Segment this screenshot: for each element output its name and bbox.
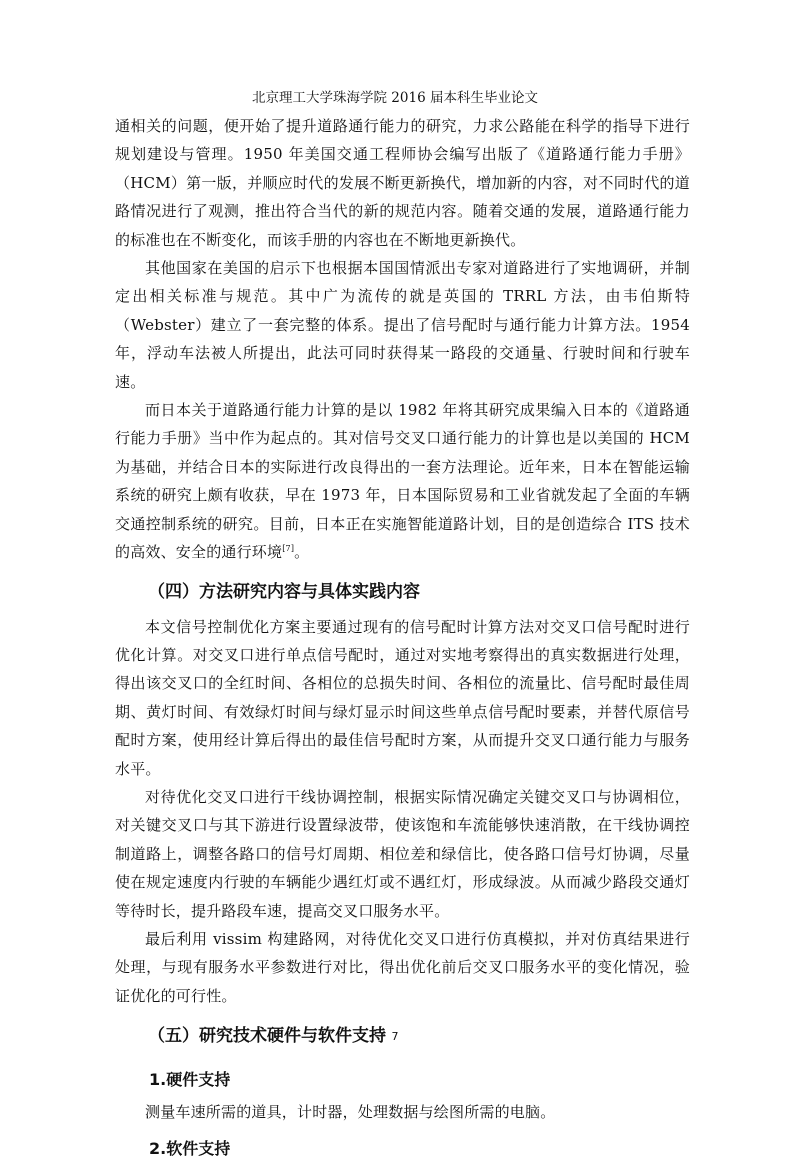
citation-ref[interactable]: [7] [282, 544, 295, 554]
section-heading-support: （五）研究技术硬件与软件支持 [148, 1026, 386, 1047]
subheading-software: 2.软件支持 [149, 1138, 231, 1158]
paragraph-hcm-history: 通相关的问题，便开始了提升道路通行能力的研究，力求公路能在科学的指导下进行规划建设与管理。1950 年美国交通工程师协会编写出版了《道路通行能力手册》（HCM）第一版，并顺应时代的发展不断更新换代，增加新的内容，对不同时代的道路情况进行了观测，推出符合当代的新的规范内容。随着交通的发展，道路通行能力的标准也在不断变化，而该手册的内容也在不断地更新换代。 [115, 117, 690, 249]
paragraph-japan [115, 396, 690, 566]
paragraph-hardware: 测量车速所需的道具，计时器，处理数据与绘图所需的电脑。 [145, 1103, 556, 1122]
paragraph-japan-text: 而日本关于道路通行能力计算的是以 1982 年将其研究成果编入日本的《道路通行能力手册》当中作为起点的。其对信号交叉口通行能力的计算也是以美国的 HCM 为基础，并结合日本的实际进行改良得出的一套方法理论。近年来，日本在智能运输系统的研究上颇有收获，早在 1973 年，日本国际贸易和工业省就发起了全面的车辆交通控制系统的研究。目前，日本正在实施智能道路计划，目的是创造综合 ITS 技术的高效、安全的通行环境 [115, 401, 690, 562]
page-number: 7 [391, 1030, 399, 1043]
page-body [115, 112, 690, 1167]
page-header: 北京理工大学珠海学院 2016 届本科生毕业论文 [252, 90, 538, 106]
paragraph-japan-end: 。 [294, 543, 310, 562]
subheading-hardware: 1.硬件支持 [149, 1070, 231, 1090]
paragraph-other-countries: 其他国家在美国的启示下也根据本国国情派出专家对道路进行了实地调研，并制定出相关标准与规范。其中广为流传的就是英国的 TRRL 方法，由韦伯斯特（Webster）建立了一套完整的体系。提出了信号配时与通行能力计算方法。1954 年，浮动车法被人所提出，此法可同时获得某一路段的交通量、行驶时间和行驶车速。 [115, 259, 690, 391]
paragraph-vissim: 最后利用 vissim 构建路网，对待优化交叉口进行仿真模拟，并对仿真结果进行处理，与现有服务水平参数进行对比，得出优化前后交叉口服务水平的变化情况，验证优化的可行性。 [115, 929, 690, 1005]
paragraph-signal-optimization: 本文信号控制优化方案主要通过现有的信号配时计算方法对交叉口信号配时进行优化计算。对交叉口进行单点信号配时，通过对实地考察得出的真实数据进行处理，得出该交叉口的全红时间、各相位的总损失时间、各相位的流量比、信号配时最佳周期、黄灯时间、有效绿灯时间与绿灯显示时间这些单点信号配时要素，并替代原信号配时方案，使用经计算后得出的最佳信号配时方案，从而提升交叉口通行能力与服务水平。 [115, 617, 690, 778]
section-heading-methods: （四）方法研究内容与具体实践内容 [148, 581, 420, 602]
paragraph-arterial-coordination: 对待优化交叉口进行干线协调控制，根据实际情况确定关键交叉口与协调相位，对关键交叉口与其下游进行设置绿波带，使该饱和车流能够快速消散，在干线协调控制道路上，调整各路口的信号灯周期、相位差和绿信比，使各路口信号灯协调，尽量使在规定速度内行驶的车辆能少遇红灯或不遇红灯，形成绿波。从而减少路段交通灯等待时长，提升路段车速，提高交叉口服务水平。 [115, 787, 690, 920]
